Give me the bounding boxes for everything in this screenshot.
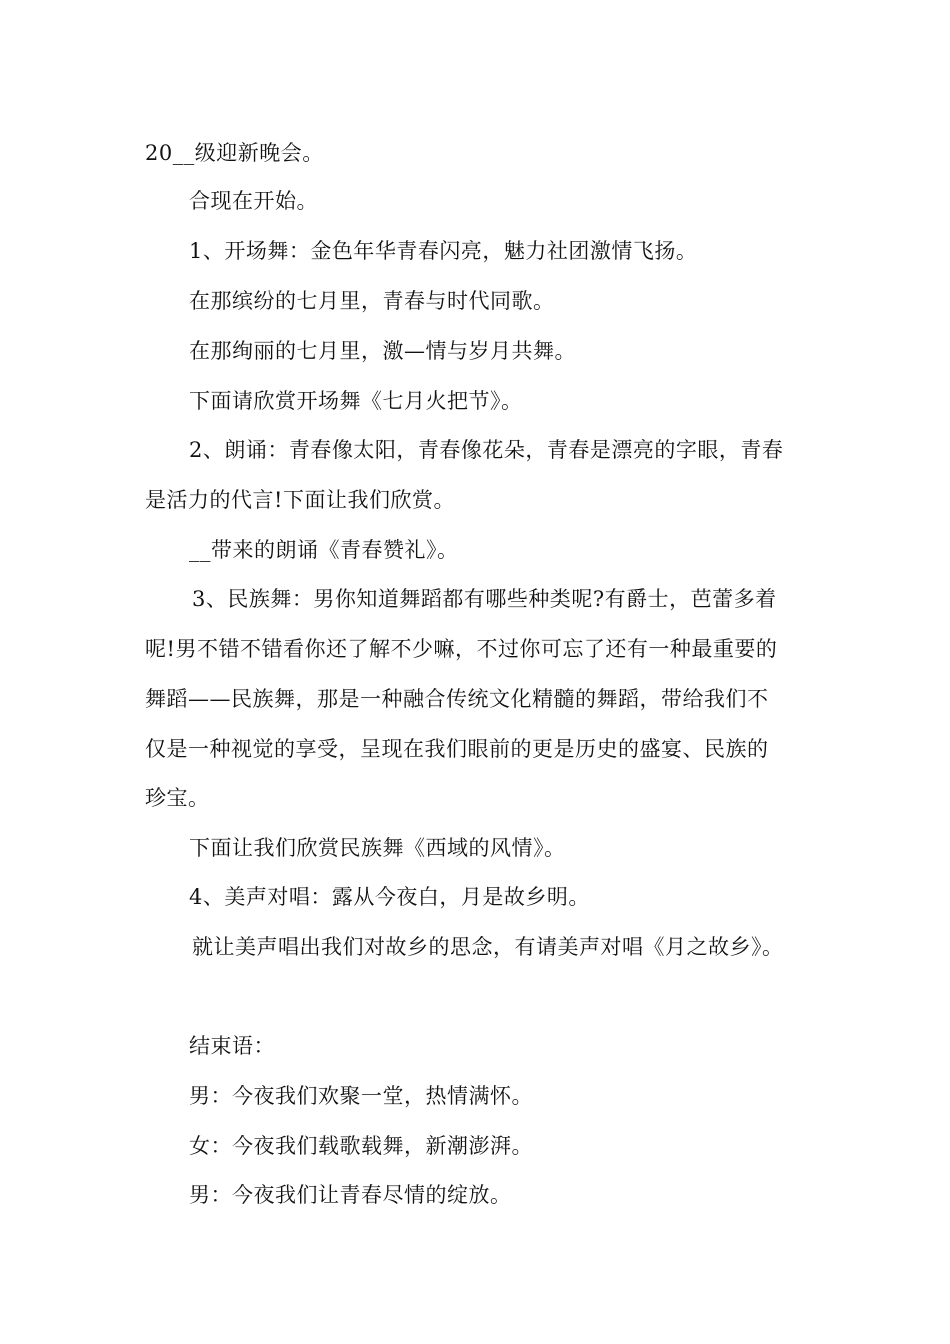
text-line-3: 1、开场舞：金色年华青春闪亮，魅力社团激情飞扬。 [189,239,698,263]
text-line-15: 下面让我们欣赏民族舞《西域的风情》。 [189,836,566,860]
text-line-11: 呢!男不错不错看你还了解不少嘛，不过你可忘了还有一种最重要的 [145,637,778,661]
text-line-20: 女：今夜我们载歌载舞，新潮澎湃。 [189,1134,533,1158]
text-line-10: 3、民族舞：男你知道舞蹈都有哪些种类呢?有爵士，芭蕾多着 [192,587,777,611]
text-line-14: 珍宝。 [145,786,210,810]
text-line-9: __带来的朗诵《青春赞礼》。 [189,538,459,562]
text-line-4: 在那缤纷的七月里，青春与时代同歌。 [189,289,555,313]
text-line-13: 仅是一种视觉的享受，呈现在我们眼前的更是历史的盛宴、民族的 [145,737,769,761]
text-line-2: 合现在开始。 [189,189,318,213]
text-line-7: 2、朗诵：青春像太阳，青春像花朵，青春是漂亮的字眼，青春 [189,438,784,462]
text-line-21: 男：今夜我们让青春尽情的绽放。 [189,1183,512,1207]
text-line-17: 就让美声唱出我们对故乡的思念，有请美声对唱《月之故乡》。 [192,935,784,959]
text-line-16: 4、美声对唱：露从今夜白，月是故乡明。 [189,885,590,909]
text-line-19: 男：今夜我们欢聚一堂，热情满怀。 [189,1084,533,1108]
text-line-6: 下面请欣赏开场舞《七月火把节》。 [189,389,523,413]
text-line-18: 结束语： [189,1034,275,1058]
text-line-12: 舞蹈——民族舞，那是一种融合传统文化精髓的舞蹈，带给我们不 [145,687,769,711]
text-line-8: 是活力的代言!下面让我们欣赏。 [145,488,455,512]
text-line-1: 20__级迎新晚会。 [145,141,324,165]
text-line-5: 在那绚丽的七月里，激—情与岁月共舞。 [189,339,576,363]
